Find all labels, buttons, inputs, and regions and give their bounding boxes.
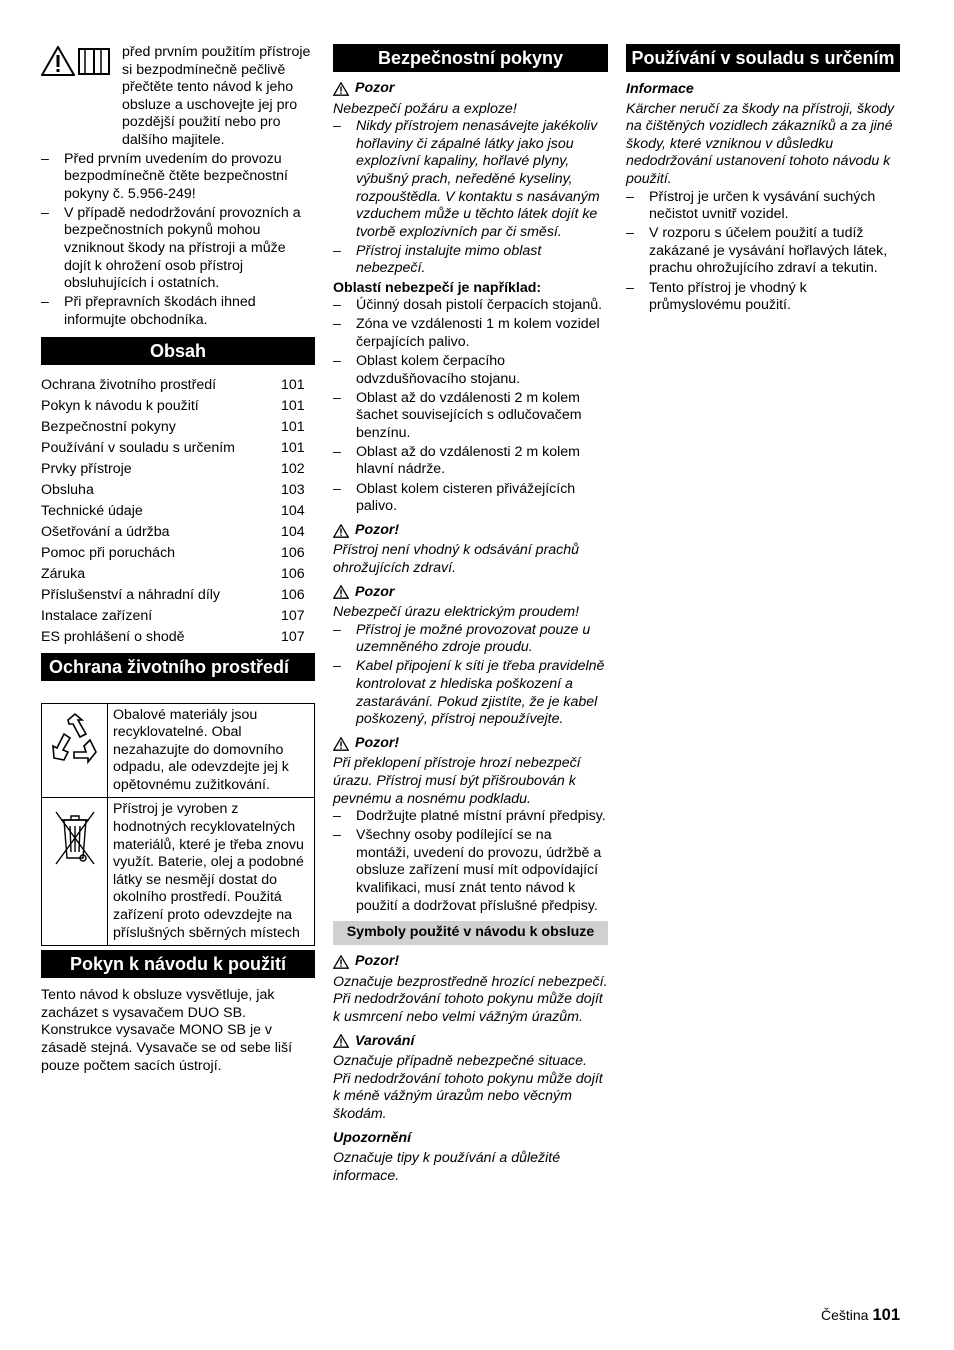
list-item: – Přístroj je určen k vysávání suchých nečistot uvnitř vozidel. <box>626 189 900 224</box>
list-item: – Nikdy přístrojem nenasávejte jakékoliv hořlaviny či zápalné látky jako jsou explozívní kapaliny, hořlavé plyny, výbušný prach, neředěné kyseliny, rozpouštědla. V kontaktu s nasávaným vzduchem může u těchto látek dojít ke tvorbě explozivních par či směsí. <box>333 118 608 241</box>
list-item: – Účinný dosah pistolí čerpacích stojanů. <box>333 297 608 315</box>
list-item: – Všechny osoby podílející se na montáži, uvedení do provozu, údržbě a obsluze zařízení musí mít odpovídající kvalifikaci, musí znát tento návod k použití a dodržovat příslušné předpisy. <box>333 827 608 915</box>
warning-label <box>333 522 608 540</box>
toc-title: Prvky přístroje <box>41 460 132 477</box>
list-item: – Přístroj instalujte mimo oblast nebezpečí. <box>333 243 608 278</box>
warning-triangle-icon <box>333 737 349 751</box>
warning-triangle-icon <box>333 524 349 538</box>
manual-note-text: Tento návod k obsluze vysvětluje, jak zacházet s vysavačem DUO SB. Konstrukce vysavače MONO SB je v zásadě stejná. Vysavače se od sebe liší pouze počtem sacích ústrojí. <box>41 987 293 1074</box>
manual-note-heading: Pokyn k návodu k použití <box>41 950 315 978</box>
toc-title: Používání v souladu s určením <box>41 439 235 456</box>
table-row <box>42 798 315 946</box>
toc-title: Pokyn k návodu k použití <box>41 397 199 414</box>
warning-list <box>333 622 608 729</box>
toc-title: Instalace zařízení <box>41 607 153 624</box>
table-row <box>42 703 315 798</box>
toc-row[interactable] <box>41 440 315 461</box>
warning-label <box>333 584 608 602</box>
warning-triangle-icon <box>333 955 349 969</box>
list-item: – Před prvním uvedením do provozu bezpodmínečně čtěte bezpečnostní pokyny č. 5.956-249! <box>41 151 315 204</box>
warning-label <box>333 80 608 98</box>
crossed-bin-icon-cell <box>42 798 108 946</box>
toc-page: 101 <box>281 376 305 393</box>
list-item: – Dodržujte platné místní právní předpisy. <box>333 808 608 826</box>
list-item: – V rozporu s účelem použití a tudíž zakázané je vysávání hořlavých látek, prachu ohrožujícího zdraví a tekutin. <box>626 225 900 278</box>
toc-page: 101 <box>281 439 305 456</box>
toc-page: 103 <box>281 481 305 498</box>
usage-heading: Používání v souladu s určením <box>626 44 900 72</box>
symbol-label-text: Upozornění <box>333 1129 412 1146</box>
toc-row[interactable] <box>41 608 315 629</box>
column-middle <box>333 44 608 1185</box>
toc-title: Technické údaje <box>41 502 143 519</box>
safety-heading: Bezpečnostní pokyny <box>333 44 608 72</box>
page-footer <box>821 1307 900 1325</box>
warning-label-text: Pozor! <box>355 734 400 751</box>
environment-text: Obalové materiály jsou recyklovatelné. Obal nezahazujte do domovního odpadu, ale odevzdejte jej k opětovnému zužitkování. <box>108 703 315 798</box>
usage-list <box>626 189 900 315</box>
warning-triangle-icon <box>333 585 349 599</box>
environment-text: Přístroj je vyroben z hodnotných recyklovatelných materiálů, které je třeba znovu využít. Baterie, olej a podobné látky se nesmějí dostat do okolního prostředí. Použitá zařízení proto odevzdejte na příslušných sběrných místech <box>108 798 315 946</box>
warning-label-text: Pozor! <box>355 521 400 538</box>
list-item: – Zóna ve vzdálenosti 1 m kolem vozidel čerpajících palivo. <box>333 316 608 351</box>
info-label: Informace <box>626 81 694 97</box>
toc-row[interactable] <box>41 461 315 482</box>
toc-page: 107 <box>281 607 305 624</box>
list-item: – Kabel připojení k síti je třeba pravidelně kontrolovat z hlediska poškození a zastarávání. Pokud zjistíte, že je kabel poškozený, přístroj nepoužívejte. <box>333 658 608 728</box>
list-item: – Oblast až do vzdálenosti 2 m kolem hlavní nádrže. <box>333 444 608 479</box>
list-item: – V případě nedodržování provozních a bezpečnostních pokynů mohou vzniknout škody na přístroji a může dojít k ohrožení osob přístroj obsluhujících i ostatních. <box>41 205 315 293</box>
symbol-label-text: Varování <box>355 1032 415 1049</box>
toc-row[interactable] <box>41 545 315 566</box>
warning-triangle-icon <box>41 46 75 76</box>
list-item: – Tento přístroj je vhodný k průmyslovému použití. <box>626 280 900 315</box>
toc-title: Příslušenství a náhradní díly <box>41 586 221 603</box>
toc-title: ES prohlášení o shodě <box>41 628 185 645</box>
toc-page: 102 <box>281 460 305 477</box>
danger-list <box>333 297 608 516</box>
toc-row[interactable] <box>41 419 315 440</box>
toc-row[interactable] <box>41 566 315 587</box>
manual-book-icon <box>77 46 111 76</box>
toc-row[interactable] <box>41 587 315 608</box>
environment-table <box>41 703 315 947</box>
danger-heading: Oblastí nebezpečí je například: <box>333 279 542 296</box>
page-number: 101 <box>872 1306 900 1324</box>
symbols-heading: Symboly použité v návodu k obsluze <box>333 921 608 945</box>
symbol-label-text: Pozor! <box>355 953 400 970</box>
toc-page: 101 <box>281 418 305 435</box>
intro-icons <box>41 46 111 76</box>
warning-intro: Nebezpečí požáru a exploze! <box>333 100 517 117</box>
toc-title: Záruka <box>41 565 86 582</box>
toc-title: Pomoc při poruchách <box>41 544 176 561</box>
symbol-text: Označuje případně nebezpečné situace. Při nedodržování tohoto pokynu může dojít k méně vážným úrazům nebo věcným škodám. <box>333 1053 603 1122</box>
toc-page: 106 <box>281 586 305 603</box>
list-item: – Při přepravních škodách ihned informujte obchodníka. <box>41 294 315 329</box>
info-text: Kärcher neručí za škody na přístroji, škody na čištěných vozidlech zákazníků a za jiné škody, které vzniknou v důsledku nedodržování ustanovení tohoto návodu k použití. <box>626 100 895 187</box>
recycling-icon <box>50 712 100 768</box>
toc-row[interactable] <box>41 398 315 419</box>
list-item: – Oblast kolem čerpacího odvzdušňovacího stojanu. <box>333 353 608 388</box>
toc-page: 104 <box>281 523 305 540</box>
toc-row[interactable] <box>41 524 315 545</box>
column-left <box>41 44 315 1075</box>
footer-language: Čeština <box>821 1307 869 1323</box>
intro-list <box>41 151 315 330</box>
symbol-label <box>333 1033 608 1051</box>
symbol-text: Označuje tipy k používání a důležité informace. <box>333 1150 561 1184</box>
symbol-text: Označuje bezprostředně hrozící nebezpečí. Při nedodržování tohoto pokynu může dojít k usmrcení nebo velmi vážným úrazům. <box>333 973 608 1025</box>
warning-list <box>333 118 608 278</box>
crossed-bin-icon <box>50 806 100 868</box>
toc-title: Ochrana životního prostředí <box>41 376 217 393</box>
toc-row[interactable] <box>41 503 315 524</box>
warning-list <box>333 808 608 915</box>
warning-label-text: Pozor <box>355 80 395 96</box>
intro <box>41 44 315 150</box>
intro-text: před prvním použitím přístroje si bezpodmínečně pečlivě přečtěte tento návod k jeho obsluze a uschovejte jej pro pozdější použití nebo pro dalšího majitele. <box>122 44 311 148</box>
environment-heading: Ochrana životního prostředí <box>41 653 315 681</box>
toc-row[interactable] <box>41 629 315 650</box>
list-item: – Oblast kolem cisteren přivážejících palivo. <box>333 481 608 516</box>
toc-page: 106 <box>281 565 305 582</box>
warning-intro: Nebezpečí úrazu elektrickým proudem! <box>333 604 580 621</box>
toc-page: 106 <box>281 544 305 561</box>
symbol-label <box>333 953 608 971</box>
toc-row[interactable] <box>41 482 315 503</box>
toc-page: 101 <box>281 397 305 414</box>
toc-title: Obsluha <box>41 481 94 498</box>
warning-triangle-icon <box>333 82 349 96</box>
toc-row[interactable] <box>41 377 315 398</box>
recycling-icon-cell <box>42 703 108 798</box>
toc-title: Ošetřování a údržba <box>41 523 170 540</box>
column-right <box>626 44 900 316</box>
warning-label-text: Pozor <box>355 583 395 600</box>
list-item: – Přístroj je možné provozovat pouze u uzemněného zdroje proudu. <box>333 622 608 657</box>
warning-label <box>333 735 608 753</box>
warning-text: Přístroj není vhodný k odsávání prachů ohrožujících zdraví. <box>333 542 580 576</box>
toc-page: 104 <box>281 502 305 519</box>
toc-page: 107 <box>281 628 305 645</box>
toc-title: Bezpečnostní pokyny <box>41 418 176 435</box>
toc-heading: Obsah <box>41 337 315 365</box>
warning-text: Při překlopení přístroje hrozí nebezpečí úrazu. Přístroj musí být přišroubován k pevnému a nosnému podkladu. <box>333 755 581 807</box>
table-of-contents <box>41 377 315 650</box>
warning-triangle-icon <box>333 1034 349 1048</box>
list-item: – Oblast až do vzdálenosti 2 m kolem šachet souvisejících s odlučovačem benzínu. <box>333 390 608 443</box>
